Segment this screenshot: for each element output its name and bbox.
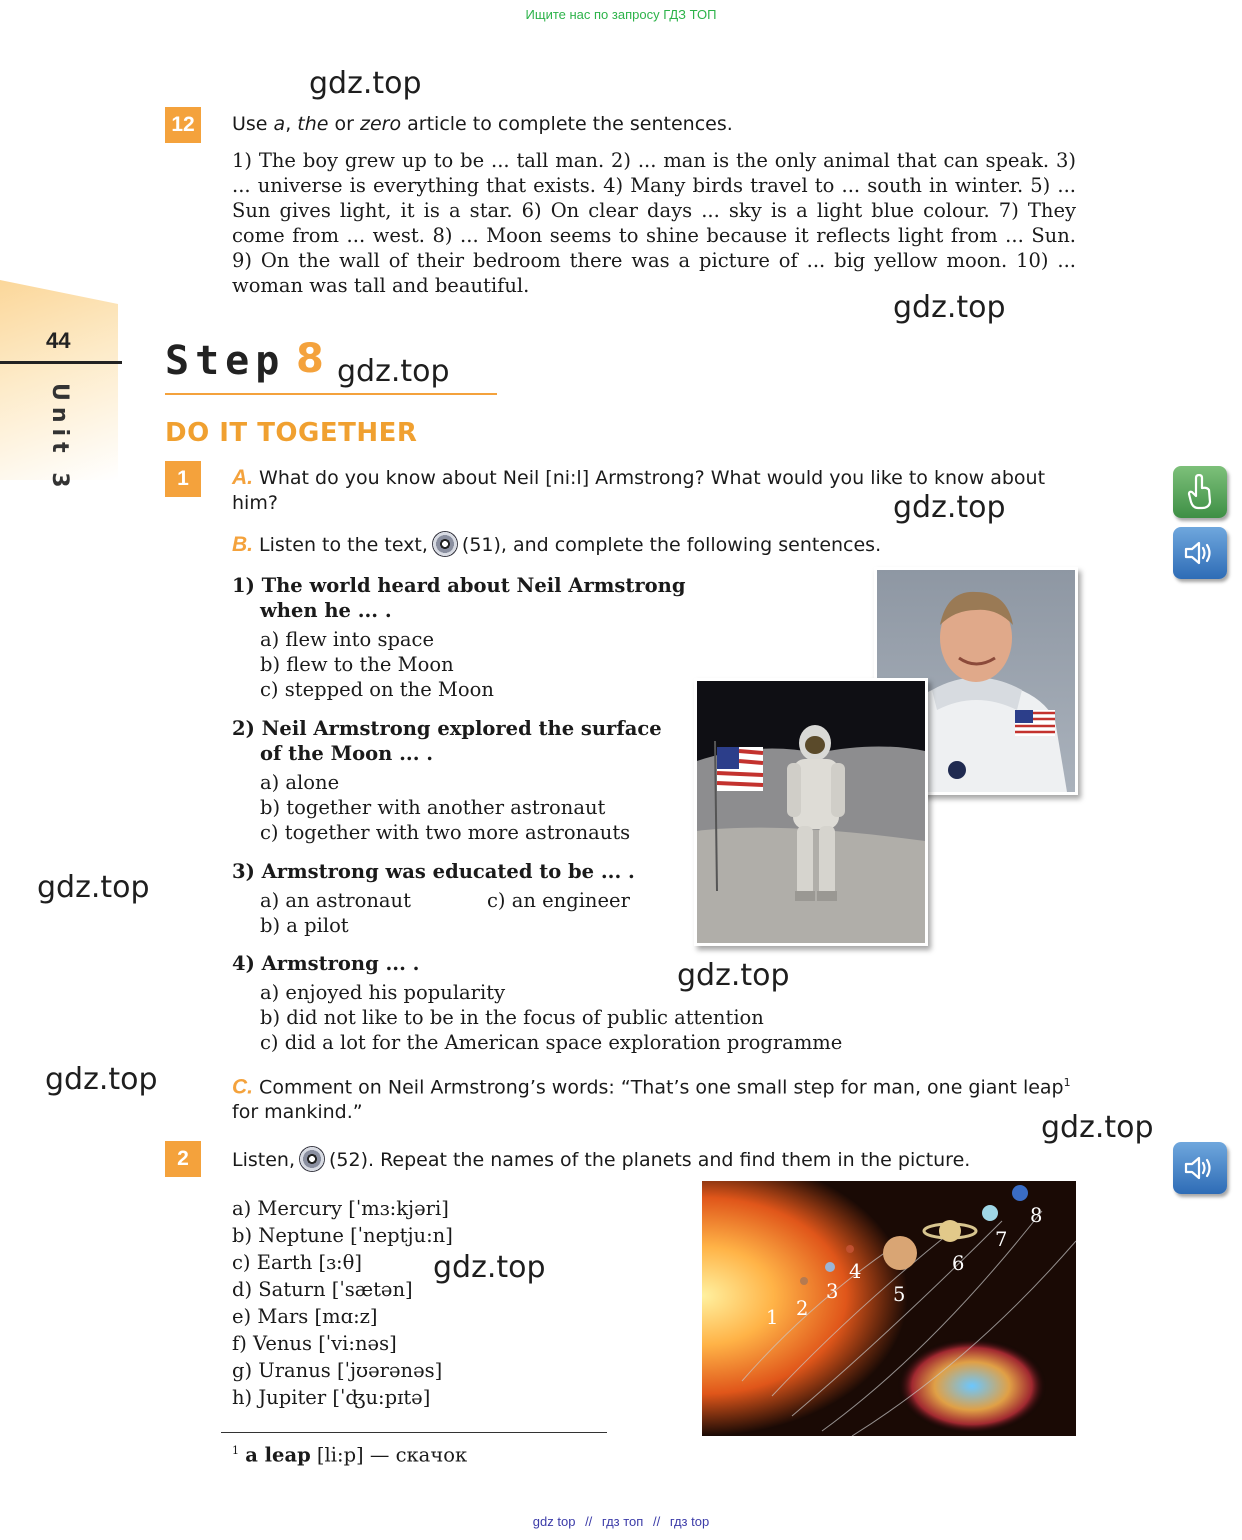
astronaut-on-moon-image [697, 681, 925, 943]
list-item: h) Jupiter [ˈʤu:pɪtə] [232, 1386, 431, 1409]
planet-number: 3 [826, 1280, 839, 1303]
unit-label: Unit 3 [47, 383, 72, 494]
list-item: b) Neptune [ˈneptju:n] [232, 1224, 453, 1247]
footer-link[interactable]: гдз топ [601, 1514, 644, 1529]
astronaut-moon-photo [694, 678, 928, 946]
step-label: Step [165, 338, 286, 384]
question-2 [232, 716, 672, 845]
list-item: a) Mercury [ˈmɜ:kjəri] [232, 1197, 449, 1220]
option: b) a pilot [260, 914, 349, 937]
page-number: 44 [46, 328, 71, 353]
option: a) enjoyed his popularity [260, 981, 506, 1004]
exercise-12-text: 1) The boy grew up to be ... tall man. 2) ... man is the only animal that can speak. 3) ... universe is everything that exists. 4) Many birds travel to ... south in winter. 5) ... Sun gives light, it is a star. 6) On clear days ... sky is a light blue colour. 7) They come from ... west. 8) ... Moon seems to shine because it reflects light from ... Sun. 9) On the wall of their bedroom there was a picture of ... big yellow moon. 10) ... woman was tall and beautiful. [232, 149, 1076, 297]
option: a) an astronaut [260, 889, 411, 912]
watermark: gdz.top [337, 354, 450, 389]
cd-icon[interactable] [432, 531, 458, 557]
question-3 [232, 859, 672, 938]
option: c) an engineer [487, 889, 630, 912]
question-1 [232, 573, 687, 702]
exercise-number-1: 1 [165, 461, 201, 497]
option: b) flew to the Moon [260, 653, 454, 676]
solar-system-image [702, 1181, 1076, 1436]
step-number: 8 [296, 336, 324, 382]
planet-number: 6 [952, 1252, 965, 1275]
list-item: d) Saturn [ˈsætən] [232, 1278, 413, 1301]
planet-number: 8 [1030, 1204, 1043, 1227]
page-number-rule [0, 361, 122, 364]
footer-separator: // [585, 1514, 593, 1529]
question-4 [232, 951, 932, 1055]
planet-number: 7 [995, 1228, 1008, 1251]
watermark: gdz.top [45, 1062, 158, 1097]
watermark: gdz.top [309, 66, 422, 101]
option: b) together with another astronaut [260, 796, 606, 819]
planet-number: 2 [796, 1297, 809, 1320]
speaker-icon [1183, 539, 1217, 567]
section-title: DO IT TOGETHER [165, 418, 418, 448]
footer-links [0, 1514, 1242, 1529]
planet-number: 4 [849, 1260, 862, 1283]
exercise-number-2: 2 [165, 1141, 201, 1177]
footer-link[interactable]: гдз top [669, 1514, 710, 1529]
footnote-rule [221, 1432, 607, 1433]
list-item: c) Earth [ɜ:θ] [232, 1251, 362, 1274]
planet-number: 5 [893, 1283, 906, 1306]
option: c) did a lot for the American space exploration programme [260, 1031, 843, 1054]
watermark: gdz.top [433, 1250, 546, 1285]
exercise-1-part-a: A. What do you know about Neil [ni:l] Armstrong? What would you like to know about him? [232, 466, 1046, 514]
exercise-number-12: 12 [165, 107, 201, 143]
exercise-1-part-c: C. Comment on Neil Armstrong’s words: “That’s one small step for man, one giant leap$^1$ for mankind.” [232, 1075, 1071, 1124]
option: a) flew into space [260, 628, 435, 651]
watermark: gdz.top [893, 490, 1006, 525]
question-text: 3) Armstrong was educated to be ... . [232, 860, 635, 883]
watermark: gdz.top [677, 958, 790, 993]
footer-separator: // [652, 1514, 661, 1529]
footer-link[interactable]: gdz top [532, 1514, 576, 1529]
step-underline [165, 393, 497, 395]
exercise-12-instruction: Use a, the or zero article to complete the sentences. [232, 113, 733, 135]
exercise-2-instruction: Listen, (52). Repeat the names of the planets and find them in the picture. [232, 1146, 1032, 1173]
planet-list [232, 1195, 453, 1411]
option: a) alone [260, 771, 340, 794]
option: c) stepped on the Moon [260, 678, 494, 701]
list-item: f) Venus [ˈvi:nəs] [232, 1332, 397, 1355]
watermark: gdz.top [1041, 1110, 1154, 1145]
watermark: gdz.top [37, 870, 150, 905]
question-text: 4) Armstrong ... . [232, 952, 420, 975]
audio-button[interactable] [1173, 527, 1227, 579]
planet-number: 1 [766, 1306, 779, 1329]
question-text: 2) Neil Armstrong explored the surface of the Moon ... . [232, 717, 662, 765]
question-text: 1) The world heard about Neil Armstrong when he ... . [232, 574, 686, 622]
list-item: e) Mars [mɑ:z] [232, 1305, 378, 1328]
hand-pointer-icon [1185, 474, 1215, 510]
interactive-touch-button[interactable] [1173, 466, 1227, 518]
solar-system-picture [702, 1181, 1076, 1436]
footnote: $^1$ a leap [li:p] — скачок [232, 1443, 468, 1467]
watermark: gdz.top [893, 290, 1006, 325]
cd-icon[interactable] [299, 1146, 325, 1172]
exercise-1-part-b: B. Listen to the text, (51), and complete the following sentences. [232, 533, 882, 556]
option: c) together with two more astronauts [260, 821, 631, 844]
list-item: g) Uranus [ˈjʊərənəs] [232, 1359, 443, 1382]
option: b) did not like to be in the focus of public attention [260, 1006, 764, 1029]
speaker-icon [1183, 1154, 1217, 1182]
audio-button[interactable] [1173, 1142, 1227, 1194]
top-banner: Ищите нас по запросу ГДЗ ТОП [525, 7, 717, 22]
